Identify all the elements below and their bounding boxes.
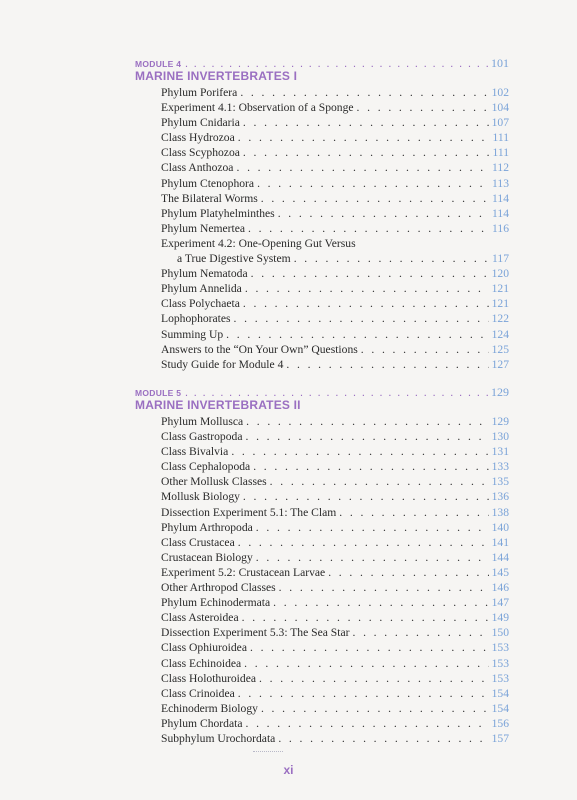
toc-entry[interactable]	[161, 115, 509, 130]
toc-entry[interactable]	[161, 251, 509, 266]
dot-leader	[240, 85, 488, 100]
toc-entry[interactable]	[161, 656, 509, 671]
dot-leader	[242, 610, 489, 625]
dot-leader	[234, 311, 489, 326]
dot-leader	[243, 296, 489, 311]
entry-title: Class Echinoidea	[161, 656, 242, 670]
dot-leader	[357, 100, 489, 115]
entry-title: Phylum Nematoda	[161, 267, 248, 281]
module-4-section	[135, 56, 509, 372]
entry-page-number: 114	[492, 191, 509, 205]
entry-title: Answers to the “On Your Own” Questions	[161, 342, 358, 356]
module-title: MARINE INVERTEBRATES II	[135, 398, 301, 412]
entry-title: Phylum Arthropoda	[161, 520, 253, 534]
module-title: MARINE INVERTEBRATES I	[135, 69, 298, 83]
toc-entry[interactable]	[161, 281, 509, 296]
toc-entry[interactable]	[161, 145, 509, 160]
dot-leader	[294, 251, 489, 266]
dot-leader	[261, 701, 489, 716]
entry-page-number: 116	[492, 221, 509, 235]
toc-entry[interactable]	[161, 221, 509, 236]
dot-leader	[253, 459, 488, 474]
entry-title: Echinoderm Biology	[161, 701, 258, 715]
entry-title: Class Polychaeta	[161, 297, 240, 311]
entry-title: Class Crustacea	[161, 535, 235, 549]
toc-entry[interactable]	[161, 176, 509, 191]
entry-page-number: 121	[491, 282, 509, 296]
toc-entry[interactable]	[161, 595, 509, 610]
dot-leader	[278, 731, 488, 746]
entry-page-number: 113	[492, 176, 509, 190]
entry-page-number: 127	[491, 357, 509, 371]
dot-leader	[243, 115, 489, 130]
entry-title: Phylum Ctenophora	[161, 176, 255, 190]
dot-leader	[238, 535, 489, 550]
entry-page-number: 149	[491, 611, 509, 625]
entry-page-number: 145	[491, 565, 509, 579]
dot-leader	[243, 145, 490, 160]
toc-entry[interactable]	[161, 625, 509, 640]
entry-title: Phylum Nemertea	[161, 221, 246, 235]
dot-leader	[245, 281, 489, 296]
toc-entry[interactable]	[161, 311, 509, 326]
entry-page-number: 125	[491, 342, 509, 356]
dot-leader	[256, 550, 489, 565]
entry-title: The Bilateral Worms	[161, 191, 258, 205]
module-5-header[interactable]	[135, 385, 509, 397]
entry-page-number: 102	[491, 86, 509, 99]
module-label: MODULE 5	[135, 388, 182, 398]
toc-entry[interactable]	[161, 444, 509, 459]
dot-leader	[257, 176, 489, 191]
entry-page-number: 129	[491, 415, 509, 428]
module-page-number: 129	[491, 385, 509, 399]
dot-leader	[248, 221, 489, 236]
entry-title: Class Crinoidea	[161, 686, 235, 700]
entry-title: Experiment 5.2: Crustacean Larvae	[161, 565, 326, 579]
entry-page-number: 150	[491, 626, 509, 640]
entry-page-number: 153	[491, 641, 509, 655]
toc-entry[interactable]	[161, 130, 509, 145]
entry-title: Study Guide for Module 4	[161, 357, 284, 371]
toc-entry[interactable]	[161, 357, 509, 372]
dot-leader	[361, 342, 489, 357]
entry-page-number: 131	[491, 445, 509, 459]
toc-entry[interactable]	[161, 459, 509, 474]
toc-entry[interactable]	[161, 580, 509, 595]
module-4-header[interactable]	[135, 56, 509, 68]
toc-entry[interactable]	[161, 206, 509, 221]
toc-entry[interactable]	[161, 236, 509, 251]
dot-leader	[238, 130, 490, 145]
dot-leader	[278, 206, 489, 221]
dot-leader	[244, 656, 488, 671]
entry-title: Phylum Echinodermata	[161, 596, 271, 610]
toc-entry[interactable]	[161, 565, 509, 580]
entry-page-number: 114	[492, 206, 509, 220]
entry-page-number: 130	[491, 430, 509, 444]
toc-entry[interactable]	[161, 671, 509, 686]
entry-title: Other Mollusk Classes	[161, 475, 267, 489]
entry-title: Crustacean Biology	[161, 550, 253, 564]
entry-page-number: 111	[492, 131, 509, 145]
dot-leader	[243, 489, 489, 504]
toc-entry[interactable]	[161, 535, 509, 550]
toc-entry[interactable]	[161, 191, 509, 206]
entry-title: Class Cephalopoda	[161, 460, 251, 474]
dot-leader	[238, 686, 489, 701]
entry-page-number: 135	[491, 475, 509, 489]
dot-leader	[250, 640, 489, 655]
entry-title: Class Asteroidea	[161, 611, 239, 625]
entry-page-number: 153	[491, 671, 509, 685]
toc-entry[interactable]	[161, 296, 509, 311]
toc-entry[interactable]	[161, 610, 509, 625]
entry-page-number: 122	[491, 312, 509, 326]
page-number-footer: xi	[283, 763, 294, 777]
dot-leader	[286, 357, 488, 372]
toc-entry[interactable]	[161, 505, 509, 520]
entry-page-number: 136	[491, 490, 509, 504]
entry-page-number: 120	[491, 267, 509, 281]
entry-page-number: 140	[491, 520, 509, 534]
toc-entry[interactable]	[161, 716, 509, 731]
toc-entry[interactable]	[161, 342, 509, 357]
entry-page-number: 124	[491, 327, 509, 341]
entry-title: Class Bivalvia	[161, 445, 229, 459]
dot-leader	[328, 565, 488, 580]
toc-entry[interactable]	[161, 85, 509, 100]
entry-title: Experiment 4.2: One-Opening Gut Versus	[161, 236, 356, 250]
entry-page-number: 156	[491, 716, 509, 730]
footer-divider	[253, 751, 283, 752]
dot-leader	[339, 505, 488, 520]
toc-entry[interactable]	[161, 327, 509, 342]
entry-page-number: 154	[491, 686, 509, 700]
dot-leader	[261, 191, 489, 206]
entry-page-number: 138	[491, 505, 509, 519]
entry-page-number: 141	[491, 535, 509, 549]
toc-entry[interactable]	[161, 100, 509, 115]
entry-title: Lophophorates	[161, 312, 231, 326]
entry-page-number: 133	[491, 460, 509, 474]
toc-entry[interactable]	[161, 640, 509, 655]
entry-page-number: 112	[492, 161, 509, 175]
entry-page-number: 107	[491, 116, 509, 130]
entry-title: Class Ophiuroidea	[161, 641, 247, 655]
toc-entry[interactable]	[161, 686, 509, 701]
entry-page-number: 146	[491, 581, 509, 595]
entry-page-number: 154	[491, 701, 509, 715]
dot-leader	[259, 671, 489, 686]
dot-leader	[231, 444, 488, 459]
entry-title: Phylum Annelida	[161, 282, 242, 296]
module-4-entries	[161, 85, 509, 372]
entry-title: Experiment 4.1: Observation of a Sponge	[161, 101, 354, 115]
module-page-number: 101	[491, 56, 509, 70]
dot-leader	[245, 716, 488, 731]
toc-entry[interactable]	[161, 474, 509, 489]
entry-page-number: 144	[491, 550, 509, 564]
dot-leader	[352, 625, 488, 640]
toc-entry[interactable]	[161, 160, 509, 175]
toc-entry[interactable]	[161, 731, 509, 746]
entry-page-number: 121	[491, 297, 509, 311]
entry-title: Dissection Experiment 5.3: The Sea Star	[161, 626, 350, 640]
entry-page-number: 153	[491, 656, 509, 670]
entry-title: Class Scyphozoa	[161, 146, 240, 160]
entry-page-number: 117	[492, 252, 509, 266]
toc-entry[interactable]	[161, 429, 509, 444]
dot-leader	[256, 520, 489, 535]
entry-title: Phylum Porifera	[161, 86, 238, 99]
dot-leader	[273, 595, 488, 610]
entry-title: Summing Up	[161, 327, 224, 341]
entry-title: Subphylum Urochordata	[161, 731, 276, 745]
entry-title: a True Digestive System	[177, 252, 291, 266]
toc-entry[interactable]	[161, 266, 509, 281]
toc-entry[interactable]	[161, 489, 509, 504]
module-label: MODULE 4	[135, 59, 182, 69]
module-5-section	[135, 385, 509, 746]
dot-leader	[251, 266, 489, 281]
entry-title: Class Holothuroidea	[161, 671, 256, 685]
entry-page-number: 104	[491, 101, 509, 115]
entry-title: Phylum Platyhelminthes	[161, 206, 275, 220]
toc-entry[interactable]	[161, 414, 509, 429]
toc-entry[interactable]	[161, 550, 509, 565]
dot-leader	[246, 414, 488, 429]
entry-title: Phylum Mollusca	[161, 415, 244, 428]
module-5-entries	[161, 414, 509, 746]
dot-leader	[279, 580, 489, 595]
entry-title: Dissection Experiment 5.1: The Clam	[161, 505, 337, 519]
entry-title: Class Anthozoa	[161, 161, 234, 175]
entry-page-number: 147	[491, 596, 509, 610]
entry-title: Mollusk Biology	[161, 490, 240, 504]
dot-leader	[236, 160, 489, 175]
dot-leader	[270, 474, 489, 489]
entry-page-number: 157	[491, 731, 509, 745]
dot-leader	[226, 327, 488, 342]
entry-title: Phylum Cnidaria	[161, 116, 240, 130]
entry-page-number: 111	[492, 146, 509, 160]
entry-title: Other Arthropod Classes	[161, 581, 276, 595]
entry-title: Phylum Chordata	[161, 716, 243, 730]
toc-entry[interactable]	[161, 520, 509, 535]
dot-leader	[245, 429, 488, 444]
entry-title: Class Hydrozoa	[161, 131, 235, 145]
entry-title: Class Gastropoda	[161, 430, 243, 444]
toc-entry[interactable]	[161, 701, 509, 716]
